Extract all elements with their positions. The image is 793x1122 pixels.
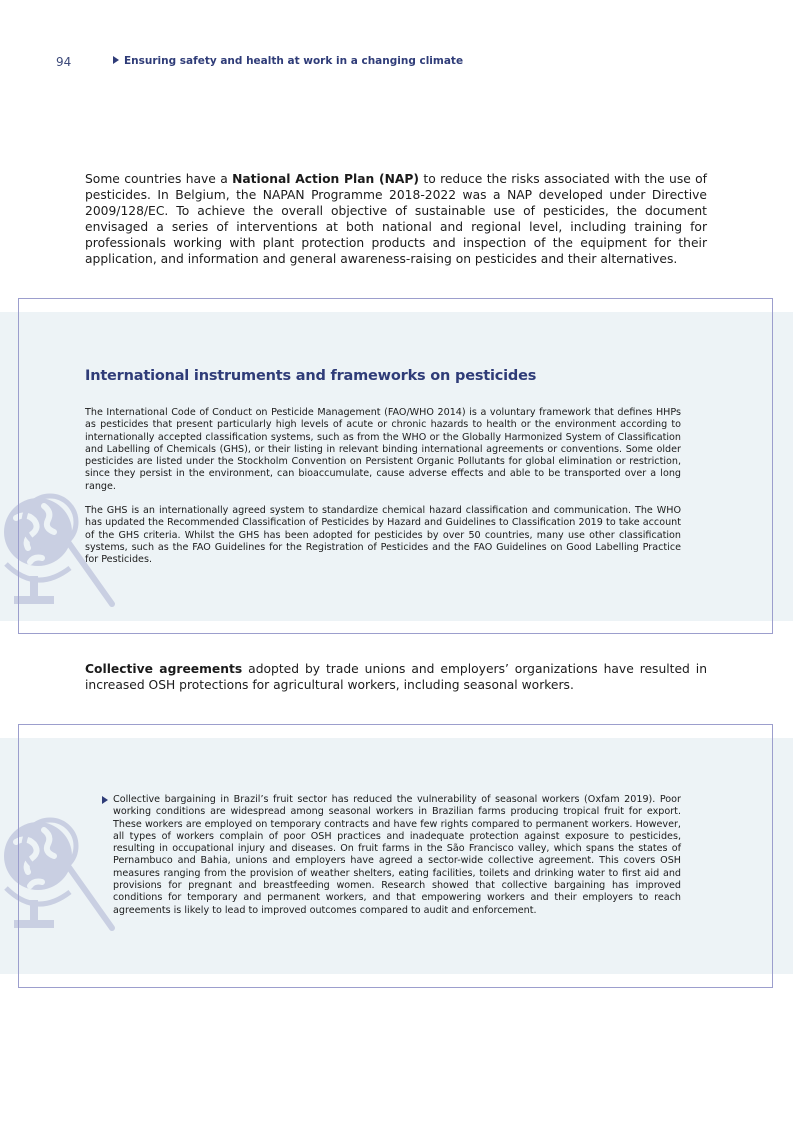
- collective-paragraph: [85, 661, 707, 693]
- triangle-bullet-icon: [102, 796, 108, 804]
- intro-paragraph: [85, 171, 707, 267]
- running-head: [113, 55, 463, 67]
- collective-bold-term: Collective agreements: [85, 662, 243, 676]
- intro-text-rest: to reduce the risks associated with the use of pesticides. In Belgium, the NAPAN Programme 2018-2022 was a NAP developed under Directive 2009/128/EC. To achieve the overall objective of sustainable use of pesticides, the document envisaged a series of interventions at both national and regional level, including training for professionals working with plant protection products and inspection of the equipment for their application, and information and general awareness-raising on pesticides and their alternatives.: [85, 172, 707, 266]
- intro-bold-term: National Action Plan (NAP): [232, 172, 420, 186]
- box1-paragraph-1: The International Code of Conduct on Pesticide Management (FAO/WHO 2014) is a voluntary framework that defines HHPs as pesticides that present particularly high levels of acute or chronic hazards to health or the environment according to internationally accepted classification systems, such as from the WHO or the Globally Harmonized System of Classification and Labelling of Chemicals (GHS), or their listing in relevant binding international agreements or conventions. Some older pesticides are listed under the Stockholm Convention on Persistent Organic Pollutants for global elimination or restriction, since they persist in the environment, can bioaccumulate, cause adverse effects and able to be transported over a long range.: [85, 407, 681, 492]
- triangle-bullet-icon: [113, 56, 119, 64]
- running-head-title: Ensuring safety and health at work in a changing climate: [124, 55, 464, 67]
- box1-title: International instruments and frameworks on pesticides: [85, 368, 537, 384]
- collective-text: adopted by trade unions and employers’ organizations have resulted in increased OSH protections for agricultural workers, including seasonal workers.: [85, 662, 707, 692]
- box1-paragraph-2: The GHS is an internationally agreed system to standardize chemical hazard classification and communication. The WHO has updated the Recommended Classification of Pesticides by Hazard and Guidelines to Classification 2019 to take account of the GHS criteria. Whilst the GHS has been adopted for pesticides by over 50 countries, many use other classification systems, such as the FAO Guidelines for the Registration of Pesticides and the FAO Guidelines on Good Labelling Practice for Pesticides.: [85, 505, 681, 566]
- box2-bullet-text: Collective bargaining in Brazil’s fruit sector has reduced the vulnerability of seasonal workers (Oxfam 2019). Poor working conditions are widespread among seasonal workers in Brazilian farms producing tropical fruit for export. These workers are employed on temporary contracts and have few rights compared to permanent workers. However, all types of workers complain of poor OSH practices and inadequate protection against exposure to pesticides, resulting in occupational injury and diseases. On fruit farms in the São Francisco valley, which spans the states of Pernambuco and Bahia, unions and employers have agreed a sector-wide collective agreement. This covers OSH measures ranging from the provision of weather shelters, eating facilities, toilets and drinking water to first aid and provisions for pregnant and breastfeeding women. Research showed that collective bargaining has improved conditions for temporary and permanent workers, and that empowering workers and their employers to reach agreements is likely to lead to improved outcomes compared to audit and enforcement.: [113, 794, 681, 916]
- page-number: 94: [56, 55, 72, 69]
- intro-text-start: Some countries have a: [85, 172, 233, 186]
